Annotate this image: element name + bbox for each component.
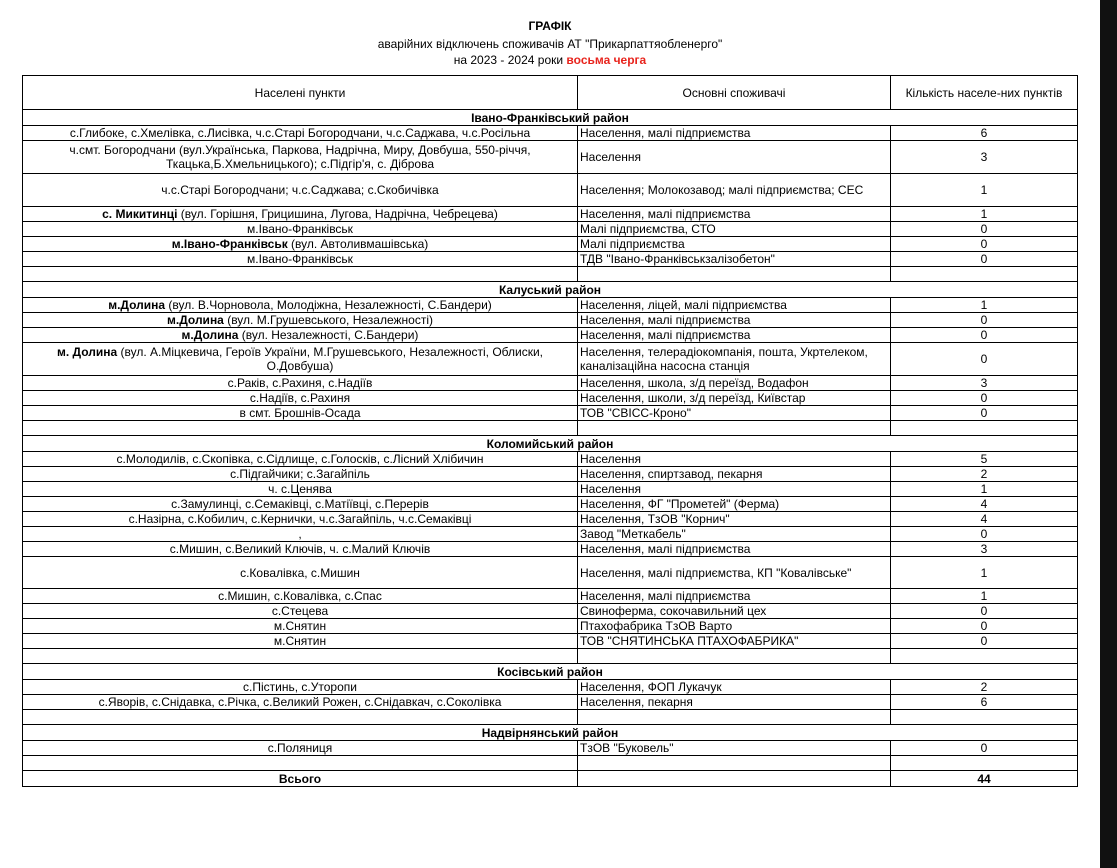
count-cell: 1	[891, 298, 1078, 313]
consumers-cell: Населення, малі підприємства	[578, 126, 891, 141]
count-cell: 0	[891, 604, 1078, 619]
table-row	[23, 542, 1078, 557]
settlements-text: с.Замулинці, с.Семаківці, с.Матіївці, с.Перерів	[171, 497, 429, 511]
count-cell: 6	[891, 126, 1078, 141]
consumers-cell: Малі підприємства	[578, 237, 891, 252]
settlement-bold-name: с. Микитинці	[102, 207, 178, 221]
settlements-text: с.Назірна, с.Кобилич, с.Кернички, ч.с.Загайпіль, ч.с.Семаківці	[128, 512, 472, 526]
settlements-cell	[23, 391, 578, 406]
table-row	[23, 328, 1078, 343]
settlements-cell	[23, 376, 578, 391]
table-row	[23, 467, 1078, 482]
consumers-cell: Населення, спиртзавод, пекарня	[578, 467, 891, 482]
table-row	[23, 680, 1078, 695]
settlements-cell	[23, 252, 578, 267]
spacer-row	[23, 421, 1078, 436]
consumers-cell: Населення, пекарня	[578, 695, 891, 710]
settlement-bold-name: м.Долина	[108, 298, 166, 312]
empty-cell	[891, 710, 1078, 725]
settlements-cell	[23, 557, 578, 589]
settlements-text: ч.смт. Богородчани (вул.Українська, Паркова, Надрічна, Миру, Довбуша, 550-річчя, Ткацька,Б.Хмельницького); с.Підгір'я, с. Діброва	[69, 143, 531, 171]
count-cell: 0	[891, 406, 1078, 421]
settlements-cell	[23, 482, 578, 497]
settlements-cell	[23, 512, 578, 527]
count-cell: 0	[891, 313, 1078, 328]
settlements-cell	[23, 542, 578, 557]
consumers-cell: Населення, ліцей, малі підприємства	[578, 298, 891, 313]
settlements-cell	[23, 741, 578, 756]
settlements-cell	[23, 604, 578, 619]
settlements-cell	[23, 467, 578, 482]
settlements-text: с.Мишин, с.Ковалівка, с.Спас	[218, 589, 382, 603]
total-label: Всього	[23, 771, 578, 787]
empty-cell	[891, 421, 1078, 436]
consumers-cell: Населення, малі підприємства	[578, 542, 891, 557]
total-row	[23, 771, 1078, 787]
spacer-row	[23, 267, 1078, 282]
window-edge-bar	[1100, 0, 1117, 868]
count-cell: 2	[891, 680, 1078, 695]
table-row	[23, 237, 1078, 252]
spacer-row	[23, 756, 1078, 771]
count-cell: 0	[891, 527, 1078, 542]
table-row	[23, 222, 1078, 237]
settlements-cell	[23, 298, 578, 313]
count-cell: 0	[891, 619, 1078, 634]
settlements-cell	[23, 406, 578, 421]
empty-cell	[23, 267, 578, 282]
consumers-cell: Населення, школа, з/д переїзд, Водафон	[578, 376, 891, 391]
settlements-text: в смт. Брошнів-Осада	[239, 406, 361, 420]
settlements-cell	[23, 589, 578, 604]
consumers-cell: Птахофабрика ТзОВ Варто	[578, 619, 891, 634]
settlements-text: с.Глибоке, с.Хмелівка, с.Лисівка, ч.с.Старі Богородчани, ч.с.Саджава, ч.с.Росільна	[69, 126, 531, 140]
table-body	[23, 110, 1078, 787]
table-row	[23, 557, 1078, 589]
settlements-text: ,	[298, 527, 302, 541]
district-name: Івано-Франківський район	[23, 110, 1078, 126]
count-cell: 3	[891, 376, 1078, 391]
consumers-cell: Населення, малі підприємства	[578, 328, 891, 343]
consumers-cell: Населення, ФОП Лукачук	[578, 680, 891, 695]
district-row	[23, 664, 1078, 680]
settlements-cell	[23, 237, 578, 252]
settlements-cell	[23, 222, 578, 237]
settlements-text: (вул. В.Чорновола, Молодіжна, Незалежності, С.Бандери)	[165, 298, 492, 312]
consumers-cell: ТОВ "СВІСС-Кроно"	[578, 406, 891, 421]
table-row	[23, 695, 1078, 710]
table-row	[23, 741, 1078, 756]
consumers-cell: Населення	[578, 482, 891, 497]
consumers-cell: ТзОВ "Буковель"	[578, 741, 891, 756]
table-row	[23, 343, 1078, 376]
settlements-cell	[23, 680, 578, 695]
settlements-text: м.Івано-Франківськ	[247, 222, 353, 236]
settlements-cell	[23, 619, 578, 634]
table-row	[23, 313, 1078, 328]
settlements-text: с.Надіїв, с.Рахиня	[249, 391, 351, 405]
settlements-cell	[23, 313, 578, 328]
spacer-row	[23, 710, 1078, 725]
settlement-bold-name: м.Долина	[167, 313, 224, 327]
total-value: 44	[891, 771, 1078, 787]
table-row	[23, 512, 1078, 527]
consumers-cell: Населення	[578, 452, 891, 467]
schedule-table	[22, 75, 1078, 787]
district-row	[23, 110, 1078, 126]
count-cell: 1	[891, 589, 1078, 604]
table-header-row	[23, 76, 1078, 110]
empty-cell	[891, 267, 1078, 282]
consumers-cell: ТДВ "Івано-Франківськзалізобетон"	[578, 252, 891, 267]
empty-cell	[23, 756, 578, 771]
count-cell: 1	[891, 207, 1078, 222]
settlement-bold-name: м. Долина	[56, 345, 118, 359]
table-row	[23, 619, 1078, 634]
consumers-cell: Населення, школи, з/д переїзд, Київстар	[578, 391, 891, 406]
column-header-consumers: Основні споживачі	[578, 76, 891, 110]
years-text: на 2023 - 2024 роки	[453, 53, 564, 67]
settlements-text: м.Івано-Франківськ	[247, 252, 353, 266]
settlements-cell	[23, 452, 578, 467]
settlements-cell	[23, 497, 578, 512]
settlements-text: (вул. А.Міцкевича, Героїв України, М.Грушевського, Незалежності, Облиски, О.Довбуша)	[117, 345, 544, 373]
settlements-text: м.Снятин	[273, 634, 327, 648]
consumers-cell: Населення, малі підприємства	[578, 313, 891, 328]
consumers-cell: ТОВ "СНЯТИНСЬКА ПТАХОФАБРИКА"	[578, 634, 891, 649]
settlements-cell	[23, 634, 578, 649]
count-cell: 1	[891, 174, 1078, 207]
empty-cell	[578, 649, 891, 664]
table-row	[23, 482, 1078, 497]
district-name: Калуський район	[23, 282, 1078, 298]
empty-cell	[578, 267, 891, 282]
table-row	[23, 589, 1078, 604]
settlements-text: с.Ковалівка, с.Мишин	[240, 565, 360, 580]
empty-cell	[23, 421, 578, 436]
district-name: Косівський район	[23, 664, 1078, 680]
settlements-text: с.Стецева	[271, 604, 329, 618]
consumers-cell: Свиноферма, сокочавильний цех	[578, 604, 891, 619]
spacer-row	[23, 649, 1078, 664]
settlements-text: с.Мишин, с.Великий Ключів, ч. с.Малий Ключів	[169, 542, 431, 556]
settlements-text: с.Підгайчики; с.Загайпіль	[230, 467, 370, 481]
count-cell: 0	[891, 222, 1078, 237]
column-header-count: Кількість населе-них пунктів	[891, 76, 1078, 110]
count-cell: 0	[891, 391, 1078, 406]
table-row	[23, 141, 1078, 174]
column-header-settlements: Населені пункти	[23, 76, 578, 110]
count-cell: 5	[891, 452, 1078, 467]
district-row	[23, 282, 1078, 298]
settlements-text: (вул. Горішня, Грицишина, Лугова, Надрічна, Чебрецева)	[177, 207, 498, 221]
table-row	[23, 126, 1078, 141]
settlements-cell	[23, 343, 578, 376]
district-row	[23, 725, 1078, 741]
settlements-text: с.Раків, с.Рахиня, с.Надіїв	[227, 376, 373, 390]
table-row	[23, 298, 1078, 313]
count-cell: 1	[891, 482, 1078, 497]
consumers-cell: Населення, ТзОВ "Корнич"	[578, 512, 891, 527]
count-cell: 0	[891, 237, 1078, 252]
count-cell: 0	[891, 328, 1078, 343]
table-row	[23, 207, 1078, 222]
queue-label: восьма черга	[566, 53, 647, 67]
empty-cell	[23, 649, 578, 664]
settlements-text: с.Поляниця	[267, 741, 333, 755]
consumers-cell: Населення, малі підприємства, КП "Ковалівське"	[578, 557, 891, 589]
table-row	[23, 406, 1078, 421]
settlement-bold-name: м.Долина	[181, 328, 239, 342]
count-cell: 6	[891, 695, 1078, 710]
settlements-cell	[23, 174, 578, 207]
empty-cell	[23, 710, 578, 725]
district-name: Надвірнянський район	[23, 725, 1078, 741]
table-row	[23, 497, 1078, 512]
count-cell: 4	[891, 497, 1078, 512]
settlements-text: с.Пістинь, с.Уторопи	[243, 680, 357, 694]
settlements-cell	[23, 126, 578, 141]
settlements-text: ч. с.Ценява	[268, 482, 332, 496]
settlements-text: (вул. Незалежності, С.Бандери)	[238, 328, 419, 342]
settlements-cell	[23, 328, 578, 343]
settlements-cell	[23, 527, 578, 542]
table-row	[23, 376, 1078, 391]
consumers-cell: Малі підприємства, СТО	[578, 222, 891, 237]
empty-cell	[891, 649, 1078, 664]
consumers-cell: Населення, ФГ "Прометей" (Ферма)	[578, 497, 891, 512]
count-cell: 4	[891, 512, 1078, 527]
settlements-text: (вул. М.Грушевського, Незалежності)	[223, 313, 433, 327]
document-subtitle: аварійних відключень споживачів АТ "Прикарпаттяобленерго"	[377, 37, 723, 51]
table-row	[23, 527, 1078, 542]
count-cell: 2	[891, 467, 1078, 482]
empty-cell	[578, 771, 891, 787]
consumers-cell: Населення, малі підприємства	[578, 589, 891, 604]
consumers-cell: Населення, телерадіокомпанія, пошта, Укртелеком, каналізаційна насосна станція	[578, 343, 891, 376]
settlements-text: ч.с.Старі Богородчани; ч.с.Саджава; с.Скобичівка	[161, 183, 439, 197]
settlements-text: (вул. Автоливмашівська)	[287, 237, 429, 251]
table-row	[23, 174, 1078, 207]
empty-cell	[578, 421, 891, 436]
settlements-text: с.Яворів, с.Снідавка, с.Річка, с.Великий Рожен, с.Снідавкач, с.Соколівка	[98, 695, 502, 709]
settlement-bold-name: м.Івано-Франківськ	[171, 237, 288, 251]
consumers-cell: Населення; Молокозавод; малі підприємства; СЕС	[578, 174, 891, 207]
consumers-cell: Населення, малі підприємства	[578, 207, 891, 222]
district-name: Коломийський район	[23, 436, 1078, 452]
count-cell: 3	[891, 542, 1078, 557]
empty-cell	[578, 710, 891, 725]
document-title: ГРАФІК	[528, 19, 572, 33]
count-cell: 1	[891, 557, 1078, 589]
table-row	[23, 604, 1078, 619]
count-cell: 3	[891, 141, 1078, 174]
settlements-text: м.Снятин	[273, 619, 327, 633]
count-cell: 0	[891, 634, 1078, 649]
settlements-cell	[23, 695, 578, 710]
settlements-text: с.Молодилів, с.Скопівка, с.Сідлище, с.Голосків, с.Лісний Хлібичин	[116, 452, 484, 466]
table-row	[23, 252, 1078, 267]
empty-cell	[891, 756, 1078, 771]
document-period	[0, 53, 1100, 67]
table-row	[23, 391, 1078, 406]
consumers-cell: Населення	[578, 141, 891, 174]
count-cell: 0	[891, 343, 1078, 376]
district-row	[23, 436, 1078, 452]
table-row	[23, 634, 1078, 649]
count-cell: 0	[891, 252, 1078, 267]
consumers-cell: Завод "Меткабель"	[578, 527, 891, 542]
empty-cell	[578, 756, 891, 771]
count-cell: 0	[891, 741, 1078, 756]
settlements-cell	[23, 141, 578, 174]
settlements-cell	[23, 207, 578, 222]
table-row	[23, 452, 1078, 467]
